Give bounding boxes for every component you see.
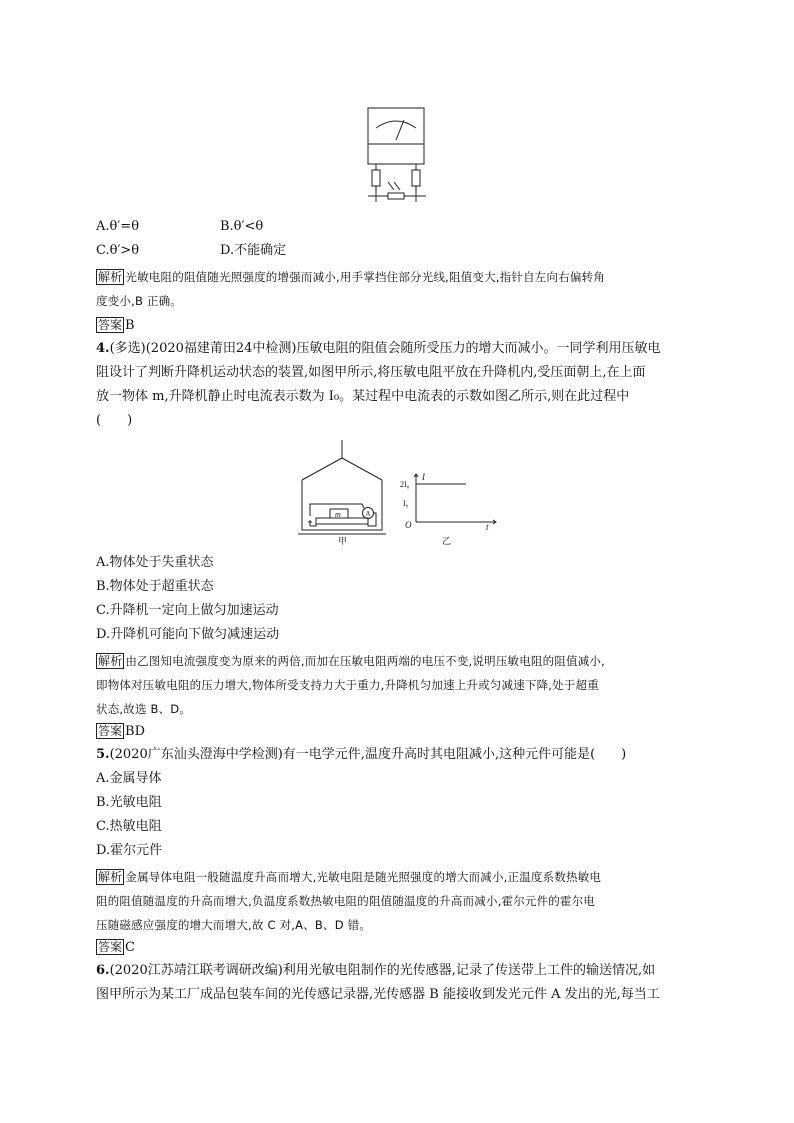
q4-explain-line-2: 即物体对压敏电阻的压力增大,物体所受支持力大于重力,升降机匀加速上升或匀减速下降,处于超重 — [96, 678, 599, 692]
q4-number: 4. — [96, 341, 110, 356]
q3-option-a: A.θ′=θ — [96, 219, 140, 234]
q3-options-row2 — [96, 240, 706, 262]
ammeter-label: A — [365, 510, 371, 518]
q3-options-row1 — [96, 216, 706, 238]
q3-answer: 答案 B — [98, 318, 135, 333]
mass-label: m — [335, 510, 341, 519]
elevator-roof — [302, 458, 382, 480]
q6-stem-line-1: 6.(2020江苏靖江联考调研改编)利用光敏电阻制作的光传感器,记录了传送带上工件的输送情况,如 — [96, 963, 656, 978]
explain-tag: 解析 — [98, 270, 123, 284]
q5-answer: 答案 C — [98, 940, 135, 955]
caption-jia: 甲 — [338, 536, 348, 546]
explain-tag: 解析 — [98, 870, 123, 884]
q3-option-c: C.θ′>θ — [96, 243, 140, 258]
i-axis-label: I — [422, 472, 425, 482]
origin-label: O — [405, 520, 412, 530]
elevator-car — [302, 480, 382, 530]
meter-needle — [396, 120, 404, 140]
q5-explain-line-2: 阻的阻值随温度的升高而增大,负温度系数热敏电阻的阻值随温度的升高而减小,霍尔元件的霍尔电 — [96, 894, 596, 908]
caption-yi: 乙 — [442, 536, 452, 546]
q5-option-a: A.金属导体 — [96, 771, 162, 786]
q4-option-c: C.升降机一定向上做匀加速运动 — [96, 603, 279, 618]
q5-option-d: D.霍尔元件 — [96, 843, 163, 858]
meter-scale-arc — [376, 121, 416, 128]
q6-stem-line-2: 图甲所示为某工厂成品包装车间的光传感记录器,光传感器 B 能接收到发光元件 A 发出的光,每当工 — [96, 987, 660, 1002]
q4-stem-line-3: 放一物体 m,升降机静止时电流表示数为 I₀。某过程中电流表的示数如图乙所示,则在此过程中 — [96, 389, 630, 404]
q5-option-c: C.热敏电阻 — [96, 819, 162, 834]
q3-explain-line-2: 度变小,B 正确。 — [96, 294, 182, 308]
q4-answer: 答案 BD — [98, 724, 145, 739]
current-time-graph — [396, 470, 500, 548]
q3-option-d: D.不能确定 — [220, 243, 287, 258]
q5-stem: 5.(2020广东汕头澄海中学检测)有一电学元件,温度升高时其电阻减小,这种元件可能是( ) — [96, 747, 627, 762]
explain-tag: 解析 — [98, 654, 123, 668]
q4-explain-line-3: 状态,故选 B、D。 — [96, 702, 192, 716]
q4-answer-blank: ( ) — [96, 413, 133, 428]
right-resistor — [412, 170, 420, 186]
q5-explain-line-1: 解析 金属导体电阻一般随温度升高而增大,光敏电阻是随光照强度的增大而减小,正温度系数热敏电 — [98, 870, 602, 884]
elevator-figure — [296, 438, 388, 546]
q4-stem-line-1: 4.(多选)(2020福建莆田24中检测)压敏电阻的阻值会随所受压力的增大而减小。一同学利用压敏电 — [96, 341, 661, 356]
t-axis-label: t — [486, 522, 489, 532]
q5-explain-line-3: 压随磁感应强度的增大而增大,故 C 对,A、B、D 错。 — [96, 918, 372, 932]
answer-tag: 答案 — [98, 940, 123, 954]
q3-option-b: B.θ′<θ — [220, 219, 264, 234]
q5-option-b: B.光敏电阻 — [96, 795, 162, 810]
q5-number: 5. — [96, 747, 110, 762]
q4-option-b: B.物体处于超重状态 — [96, 579, 214, 594]
meter-body — [368, 108, 424, 164]
ohmmeter-circuit-figure — [360, 104, 440, 208]
tick-2i0: 2I₀ — [400, 480, 410, 489]
q4-explain-line-1: 解析 由乙图知电流强度变为原来的两倍,而加在压敏电阻两端的电压不变,说明压敏电阻的阻值减小, — [98, 654, 605, 668]
q4-stem-line-2: 阻设计了判断升降机运动状态的装置,如图甲所示,将压敏电阻平放在升降机内,受压面朝上,在上面 — [96, 365, 646, 380]
photoresistor — [388, 193, 404, 199]
q4-option-a: A.物体处于失重状态 — [96, 555, 214, 570]
q3-explain-line-1: 解析 光敏电阻的阻值随光照强度的增强而减小,用手掌挡住部分光线,阻值变大,指针自左向右偏转角 — [98, 270, 605, 284]
left-resistor — [372, 170, 380, 186]
answer-tag: 答案 — [98, 724, 123, 738]
piezoresistor — [316, 518, 368, 524]
q4-option-d: D.升降机可能向下做匀减速运动 — [96, 627, 280, 642]
answer-tag: 答案 — [98, 318, 123, 332]
q6-number: 6. — [96, 963, 110, 978]
tick-i0: I₀ — [403, 499, 409, 508]
